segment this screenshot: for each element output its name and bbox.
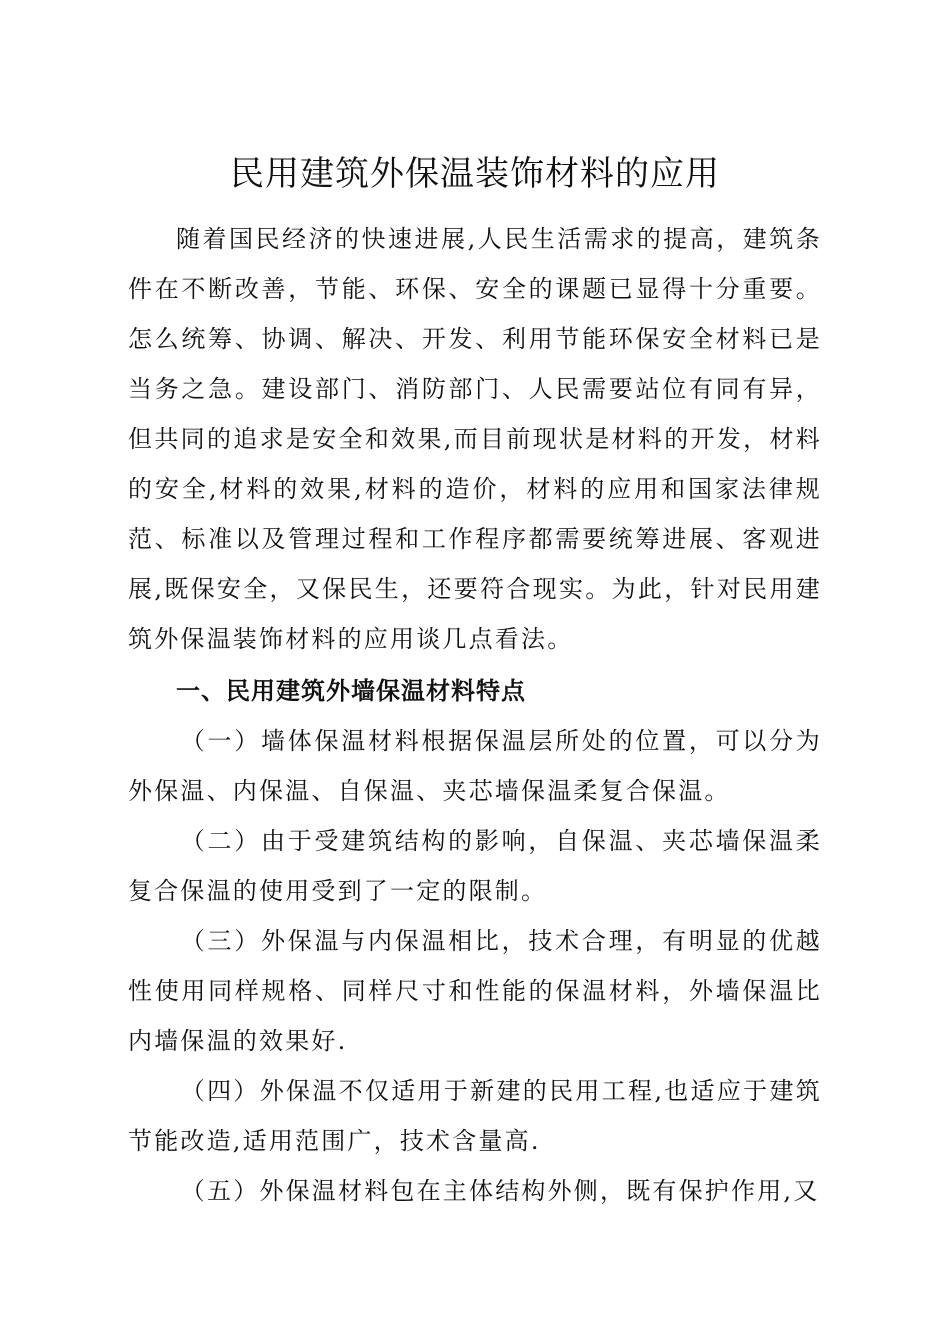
intro-paragraph: 随着国民经济的快速进展,人民生活需求的提高，建筑条件在不断改善，节能、环保、安全的课题已显得十分重要。怎么统筹、协调、解决、开发、利用节能环保安全材料已是当务之急。建设部门、消防部门、人民需要站位有同有异，但共同的追求是安全和效果,而目前现状是材料的开发，材料的安全,材料的效果,材料的造价，材料的应用和国家法律规范、标准以及管理过程和工作程序都需要统筹进展、客观进展,既保安全，又保民生，还要符合现实。为此，针对民用建筑外保温装饰材料的应用谈几点看法。 — [128, 225, 822, 653]
list-item: （四）外保温不仅适用于新建的民用工程,也适应于建筑节能改造,适用范围广，技术含量高. — [128, 1077, 822, 1155]
document-body — [128, 214, 822, 1216]
list-item: （二）由于受建筑结构的影响，自保温、夹芯墙保温柔复合保温的使用受到了一定的限制。 — [128, 827, 822, 905]
list-item: （一）墙体保温材料根据保温层所处的位置，可以分为外保温、内保温、自保温、夹芯墙保温柔复合保温。 — [128, 727, 822, 805]
list-item: （三）外保温与内保温相比，技术合理，有明显的优越性使用同样规格、同样尺寸和性能的保温材料，外墙保温比内墙保温的效果好. — [128, 927, 822, 1055]
document-title: 民用建筑外保温装饰材料的应用 — [230, 154, 720, 194]
list-item: （五）外保温材料包在主体结构外侧，既有保护作用,又 — [180, 1177, 820, 1205]
section-heading: 一、民用建筑外墙保温材料特点 — [176, 677, 526, 705]
